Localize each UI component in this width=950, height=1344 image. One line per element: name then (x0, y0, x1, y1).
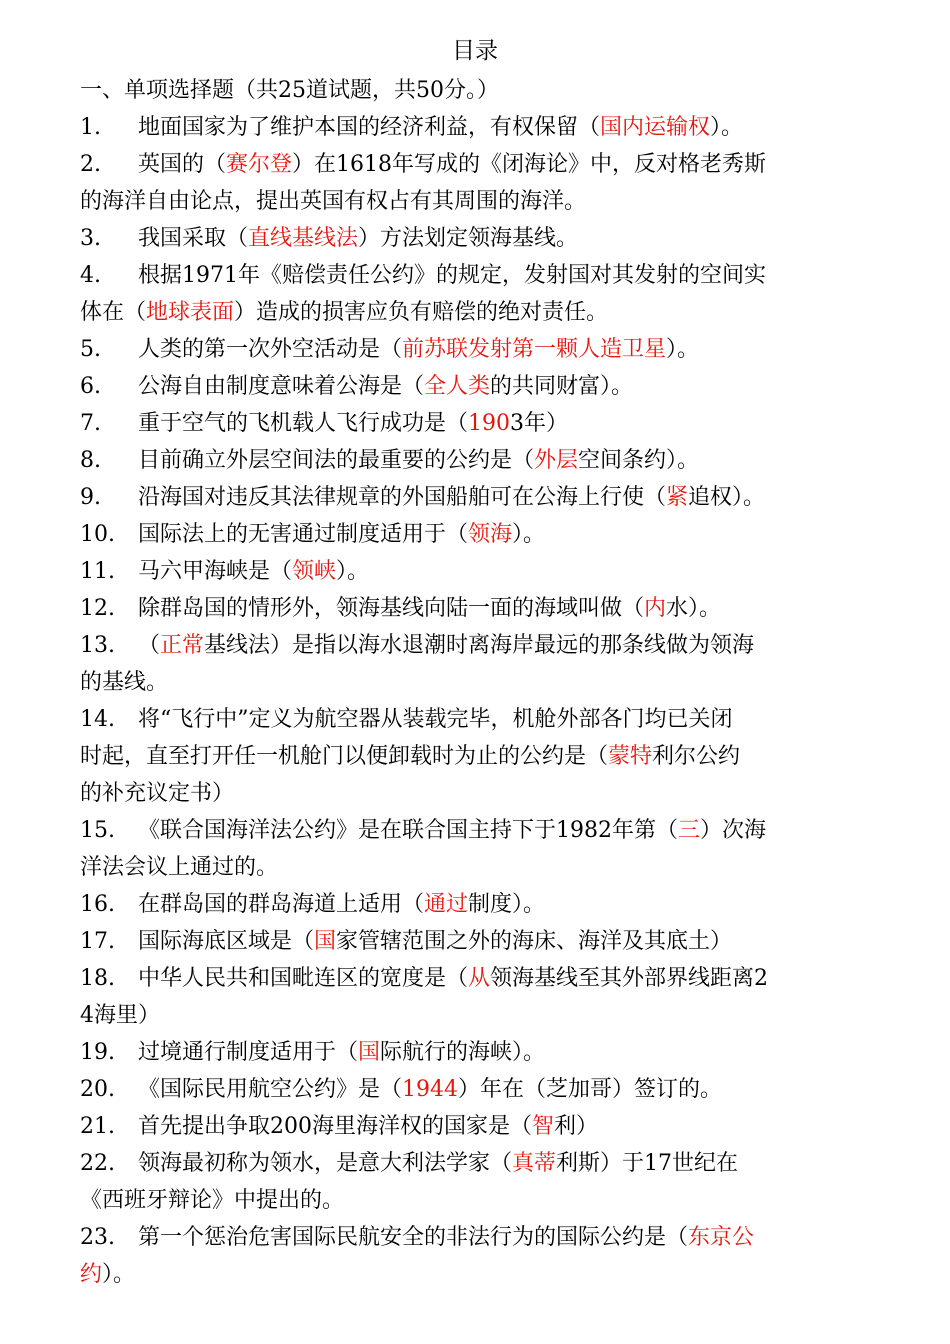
question-text: 利） (554, 1114, 599, 1139)
question-text: 的补充议定书） (80, 781, 235, 806)
question-item (80, 109, 870, 146)
answer-text: 国内运输权 (600, 115, 711, 140)
question-text: 家管辖范围之外的海床、海洋及其底土） (336, 929, 733, 954)
question-text: 制度）。 (468, 892, 546, 917)
question-number: 21. (80, 1114, 115, 1139)
answer-text: 国 (314, 929, 337, 954)
question-number: 9. (80, 485, 101, 510)
question-text: ）。 (336, 559, 370, 584)
question-line (80, 294, 870, 331)
question-text: 际航行的海峡）。 (380, 1040, 546, 1065)
question-text: 体在（ (80, 300, 147, 325)
question-text: 沿海国对违反其法律规章的外国船舶可在公海上行使（ (138, 485, 667, 510)
question-line (80, 516, 870, 553)
question-item (80, 960, 870, 1034)
question-item (80, 1071, 870, 1108)
question-text: 重于空气的飞机载人飞行成功是（ (138, 411, 469, 436)
question-text: 追权）。 (688, 485, 766, 510)
question-number: 1. (80, 115, 101, 140)
question-number: 14. (80, 707, 115, 732)
question-item (80, 627, 870, 701)
question-line (80, 590, 870, 627)
answer-text: 全人类 (424, 374, 491, 399)
question-line (80, 960, 870, 997)
question-line (80, 923, 870, 960)
question-text: 利尔公约 (652, 744, 741, 769)
question-item (80, 886, 870, 923)
question-text: 4海里） (80, 1003, 160, 1028)
question-text: 领海基线至其外部界线距离2 (490, 966, 769, 991)
question-item (80, 1034, 870, 1071)
question-item (80, 923, 870, 960)
answer-text: 通过 (424, 892, 469, 917)
answer-text: 1944 (402, 1077, 459, 1102)
question-item (80, 442, 870, 479)
answer-text: 地球表面 (146, 300, 235, 325)
question-text: 英国的（ (138, 152, 227, 177)
question-text: 国际海底区域是（ (138, 929, 315, 954)
question-number: 11. (80, 559, 115, 584)
question-number: 2. (80, 152, 101, 177)
question-number: 22. (80, 1151, 115, 1176)
question-line (80, 442, 870, 479)
question-item (80, 516, 870, 553)
question-text: 《西班牙辩论》中提出的。 (80, 1188, 345, 1213)
question-number: 13. (80, 633, 115, 658)
question-number: 17. (80, 929, 115, 954)
question-text: 除群岛国的情形外，领海基线向陆一面的海域叫做（ (138, 596, 645, 621)
question-item (80, 331, 870, 368)
question-number: 8. (80, 448, 101, 473)
question-number: 12. (80, 596, 115, 621)
answer-text: 内 (644, 596, 667, 621)
question-item (80, 405, 870, 442)
question-item (80, 553, 870, 590)
question-number: 10. (80, 522, 115, 547)
question-line (80, 1108, 870, 1145)
question-line (80, 257, 870, 294)
page-title: 目录 (452, 38, 498, 64)
question-number: 7. (80, 411, 101, 436)
question-text: 利斯）于17世纪在 (556, 1151, 739, 1176)
question-line (80, 553, 870, 590)
question-line (80, 775, 870, 812)
question-text: 根据1971年《赔偿责任公约》的规定，发射国对其发射的空间实 (138, 263, 766, 288)
question-item (80, 590, 870, 627)
question-item (80, 257, 870, 331)
question-item (80, 146, 870, 220)
question-item (80, 1108, 870, 1145)
question-line (80, 183, 870, 220)
question-text: 《联合国海洋法公约》是在联合国主持下于1982年第（ (138, 818, 678, 843)
question-text: 我国采取（ (138, 226, 249, 251)
question-text: ）。 (710, 115, 744, 140)
answer-text: 东京公 (688, 1225, 755, 1250)
answer-text: 三 (678, 818, 701, 843)
question-line (80, 849, 870, 886)
answer-text: 智 (532, 1114, 555, 1139)
answer-text: 190 (468, 411, 511, 436)
question-number: 15. (80, 818, 115, 843)
question-line (80, 812, 870, 849)
answer-text: 约 (80, 1262, 103, 1287)
question-line (80, 886, 870, 923)
question-line (80, 331, 870, 368)
question-text: 人类的第一次外空活动是（ (138, 337, 403, 362)
question-line (80, 479, 870, 516)
question-line (80, 738, 870, 775)
question-text: 基线法）是指以海水退潮时离海岸最远的那条线做为领海 (204, 633, 755, 658)
question-text: 国际法上的无害通过制度适用于（ (138, 522, 469, 547)
question-line (80, 627, 870, 664)
question-text: ）方法划定领海基线。 (358, 226, 579, 251)
answer-text: 直线基线法 (248, 226, 359, 251)
question-text: 公海自由制度意味着公海是（ (138, 374, 425, 399)
answer-text: 领海 (468, 522, 513, 547)
question-number: 18. (80, 966, 115, 991)
answer-text: 从 (468, 966, 491, 991)
answer-text: 正常 (160, 633, 205, 658)
question-text: 《国际民用航空公约》是（ (138, 1077, 403, 1102)
question-text: ）。 (102, 1262, 136, 1287)
section-heading: 一、单项选择题（共25道试题，共50分。） (80, 78, 499, 103)
question-text: 中华人民共和国毗连区的宽度是（ (138, 966, 469, 991)
question-text: ）在1618年写成的《闭海论》中，反对格老秀斯 (292, 152, 767, 177)
question-text: （ (138, 633, 161, 658)
question-text: 目前确立外层空间法的最重要的公约是（ (138, 448, 535, 473)
answer-text: 蒙特 (608, 744, 653, 769)
question-text: 将“飞行中”定义为航空器从装载完毕，机舱外部各门均已关闭 (138, 707, 733, 732)
question-text: ）。 (512, 522, 546, 547)
answer-text: 领峡 (292, 559, 337, 584)
question-line (80, 1219, 870, 1256)
question-number: 19. (80, 1040, 115, 1065)
answer-text: 赛尔登 (226, 152, 293, 177)
question-text: 地面国家为了维护本国的经济利益，有权保留（ (138, 115, 601, 140)
question-text: ）年在（芝加哥）签订的。 (458, 1077, 723, 1102)
question-text: 第一个惩治危害国际民航安全的非法行为的国际公约是（ (138, 1225, 689, 1250)
question-text: ）。 (666, 337, 700, 362)
question-line (80, 701, 870, 738)
question-text: 在群岛国的群岛海道上适用（ (138, 892, 425, 917)
question-number: 23. (80, 1225, 115, 1250)
question-line (80, 1071, 870, 1108)
answer-text: 紧 (666, 485, 689, 510)
question-item (80, 368, 870, 405)
question-text: 洋法会议上通过的。 (80, 855, 279, 880)
question-number: 5. (80, 337, 101, 362)
question-text: ）次海 (700, 818, 767, 843)
answer-text: 国 (358, 1040, 381, 1065)
question-number: 20. (80, 1077, 115, 1102)
question-line (80, 220, 870, 257)
question-item (80, 812, 870, 886)
question-item (80, 479, 870, 516)
question-text: 空间条约）。 (578, 448, 700, 473)
question-number: 16. (80, 892, 115, 917)
question-line (80, 1182, 870, 1219)
question-text: 领海最初称为领水，是意大利法学家（ (138, 1151, 513, 1176)
question-text: 3年） (510, 411, 569, 436)
question-number: 4. (80, 263, 101, 288)
document-page (80, 34, 870, 1293)
question-text: 首先提出争取200海里海洋权的国家是（ (138, 1114, 532, 1139)
answer-text: 真蒂 (512, 1151, 557, 1176)
question-line (80, 997, 870, 1034)
question-item (80, 1219, 870, 1293)
question-line (80, 1034, 870, 1071)
question-line (80, 1256, 870, 1293)
question-text: 的基线。 (80, 670, 169, 695)
question-text: 时起，直至打开任一机舱门以便卸载时为止的公约是（ (80, 744, 609, 769)
question-number: 6. (80, 374, 101, 399)
question-text: 水）。 (666, 596, 722, 621)
question-item (80, 220, 870, 257)
question-text: 过境通行制度适用于（ (138, 1040, 359, 1065)
question-line (80, 1145, 870, 1182)
question-line (80, 368, 870, 405)
question-text: 的共同财富）。 (490, 374, 634, 399)
question-text: ）造成的损害应负有赔偿的绝对责任。 (234, 300, 609, 325)
answer-text: 外层 (534, 448, 579, 473)
question-line (80, 109, 870, 146)
question-number: 3. (80, 226, 101, 251)
question-line (80, 146, 870, 183)
answer-text: 前苏联发射第一颗人造卫星 (402, 337, 667, 362)
question-line (80, 664, 870, 701)
question-item (80, 1145, 870, 1219)
question-line (80, 405, 870, 442)
question-text: 的海洋自由论点，提出英国有权占有其周围的海洋。 (80, 189, 587, 214)
question-list (80, 109, 870, 1293)
question-text: 马六甲海峡是（ (138, 559, 293, 584)
question-item (80, 701, 870, 812)
